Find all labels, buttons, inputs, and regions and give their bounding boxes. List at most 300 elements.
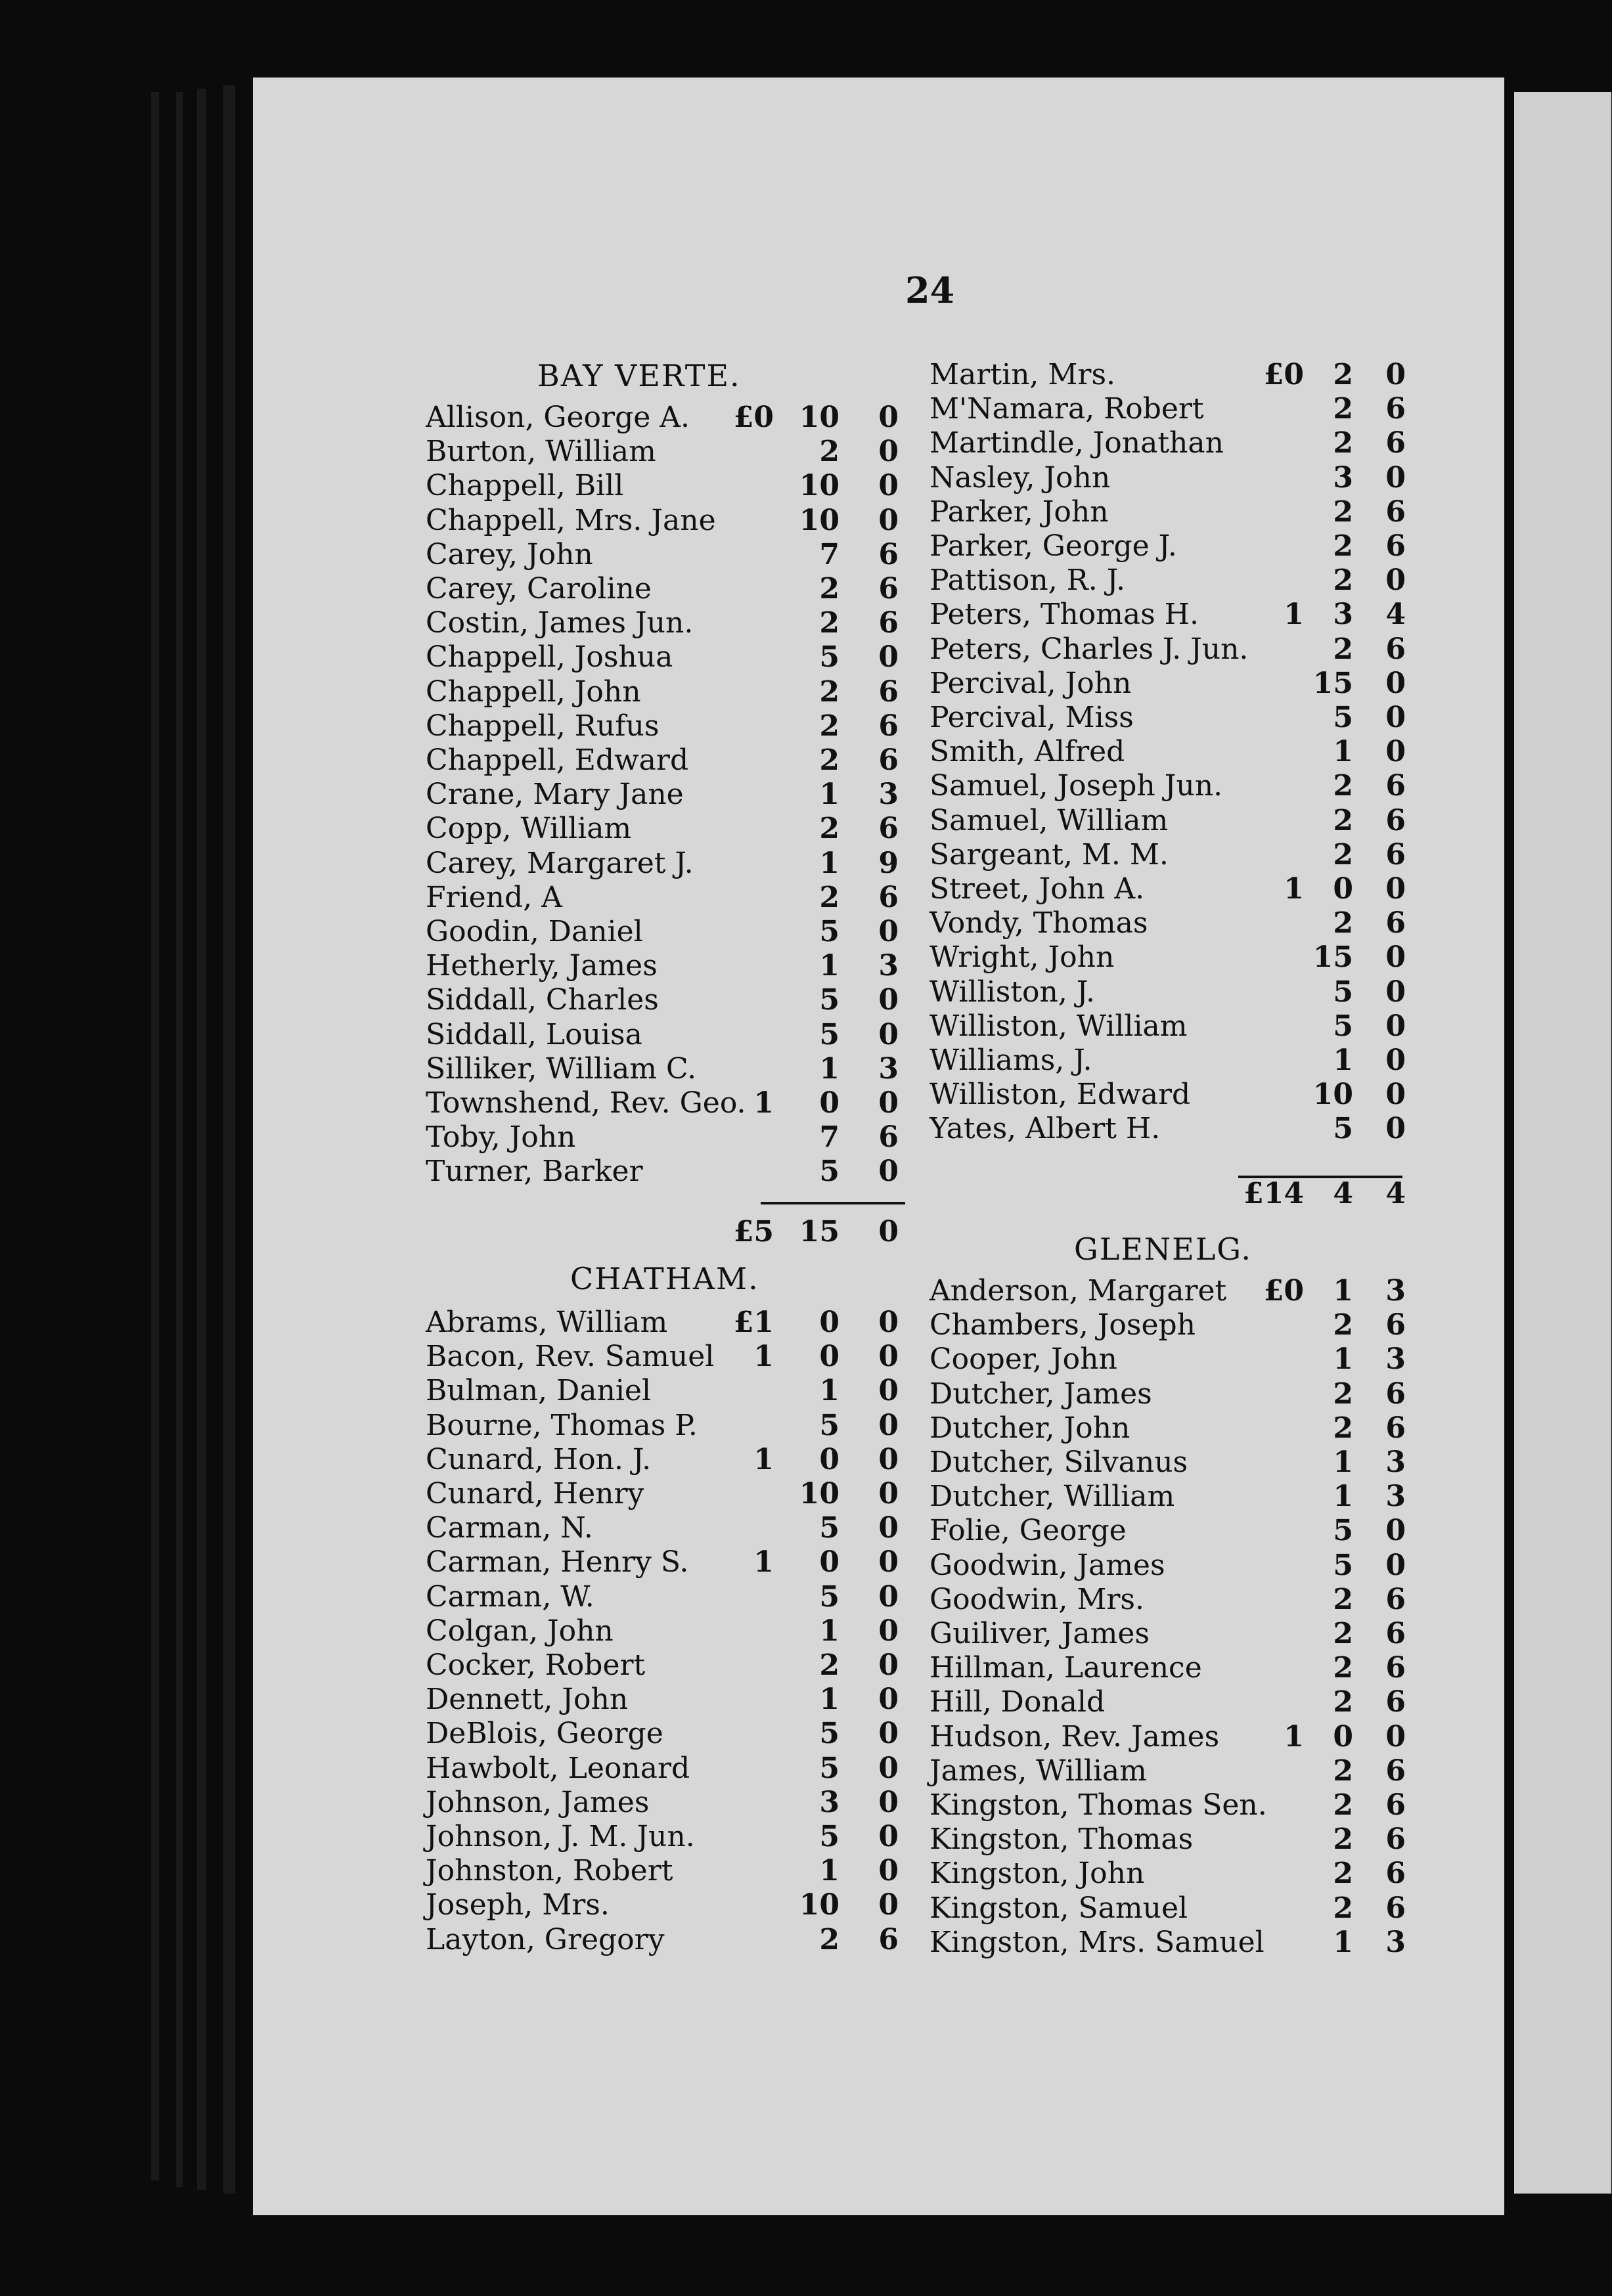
amount-shillings: 0 <box>819 1545 840 1579</box>
entry-name: Folie, George <box>929 1514 1127 1548</box>
list-item <box>426 435 912 469</box>
amount-pence: 6 <box>1385 769 1406 803</box>
amount-pence: 6 <box>878 606 899 640</box>
entry-name: Silliker, William C. <box>426 1051 697 1086</box>
amount-pence: 6 <box>1385 1411 1406 1445</box>
amount-pence: 3 <box>1385 1480 1406 1514</box>
entry-name: Dutcher, James <box>929 1377 1152 1411</box>
entry-name: Crane, Mary Jane <box>426 778 684 812</box>
amount-pence: 0 <box>878 1683 899 1717</box>
total-pounds: £5 <box>733 1215 774 1248</box>
list-item <box>929 1411 1412 1446</box>
list-item <box>426 949 912 983</box>
list-item <box>929 1754 1412 1788</box>
list-item <box>929 1377 1412 1411</box>
entry-name: Dennett, John <box>426 1683 629 1717</box>
amount-shillings: 2 <box>1333 1617 1353 1650</box>
page-edge-line <box>223 85 235 2194</box>
entry-name: Cocker, Robert <box>426 1648 646 1682</box>
list-item <box>426 1888 912 1922</box>
amount-pence: 3 <box>1385 1446 1406 1479</box>
entry-name: Carman, Henry S. <box>426 1545 689 1579</box>
amount-shillings: 2 <box>819 743 840 777</box>
amount-shillings: 5 <box>819 1717 840 1751</box>
entry-name: Parker, John <box>929 495 1109 529</box>
list-item <box>929 872 1412 906</box>
amount-pence: 0 <box>878 1614 899 1648</box>
amount-shillings: 2 <box>819 674 840 709</box>
list-item <box>426 812 912 846</box>
amount-shillings: 2 <box>1333 803 1353 837</box>
list-item <box>929 1009 1412 1044</box>
amount-shillings: 1 <box>819 1614 840 1648</box>
total-pence: 0 <box>878 1215 899 1248</box>
amount-pence: 6 <box>1385 1651 1406 1685</box>
entry-name: Smith, Alfred <box>929 735 1125 769</box>
entry-name: Hillman, Laurence <box>929 1651 1202 1685</box>
amount-pence: 0 <box>1385 872 1406 906</box>
amount-pence: 3 <box>1385 1342 1406 1377</box>
amount-pence: 6 <box>878 674 899 709</box>
amount-shillings: 2 <box>819 709 840 743</box>
amount-shillings: 5 <box>1333 1009 1353 1043</box>
amount-shillings: 1 <box>819 846 840 880</box>
list-item <box>929 975 1412 1009</box>
entry-name: Johnson, J. M. Jun. <box>426 1820 695 1853</box>
amount-shillings: 2 <box>1333 495 1353 529</box>
amount-pence: 6 <box>878 709 899 743</box>
amount-shillings: 2 <box>819 812 840 846</box>
list-item <box>426 915 912 949</box>
amount-shillings: 5 <box>819 1579 840 1614</box>
entry-name: Carey, John <box>426 537 593 571</box>
amount-shillings: 5 <box>819 1408 840 1442</box>
amount-pence: 6 <box>1385 1857 1406 1891</box>
amount-pence: 0 <box>1385 1112 1406 1146</box>
page-edge-line <box>176 92 183 2187</box>
list-item <box>426 881 912 915</box>
amount-shillings: 5 <box>1333 1514 1353 1548</box>
amount-shillings: 5 <box>819 1511 840 1545</box>
amount-pence: 0 <box>878 1545 899 1579</box>
list-item <box>929 940 1412 975</box>
entry-name: Chappell, John <box>426 674 641 709</box>
entry-name: Turner, Barker <box>426 1155 643 1189</box>
amount-pence: 0 <box>878 401 899 434</box>
list-item <box>426 538 912 572</box>
entry-name: Bacon, Rev. Samuel <box>426 1340 715 1374</box>
amount-pence: 0 <box>1385 358 1406 391</box>
amount-pence: 6 <box>1385 1822 1406 1857</box>
entry-name: Kingston, Samuel <box>929 1891 1188 1925</box>
amount-shillings: 1 <box>1333 1480 1353 1514</box>
entry-name: Hetherly, James <box>426 949 658 983</box>
list-item <box>929 838 1412 872</box>
amount-pence: 0 <box>878 1374 899 1408</box>
entry-name: Townshend, Rev. Geo. <box>426 1086 746 1120</box>
amount-pence: 3 <box>878 778 899 812</box>
entry-name: Chappell, Mrs. Jane <box>426 503 716 537</box>
entry-name: Cunard, Henry <box>426 1477 644 1511</box>
entry-name: Chappell, Joshua <box>426 640 673 674</box>
amount-pounds: 1 <box>753 1086 774 1120</box>
total-pence: 4 <box>1385 1177 1406 1210</box>
total-pounds: £14 <box>1243 1177 1304 1210</box>
entry-name: Samuel, William <box>929 803 1169 837</box>
amount-pence: 0 <box>878 469 899 503</box>
list-item <box>929 529 1412 563</box>
amount-pence: 0 <box>878 1477 899 1511</box>
amount-shillings: 10 <box>799 401 840 434</box>
list-item <box>426 743 912 778</box>
amount-pence: 9 <box>878 846 899 880</box>
list-item <box>426 1443 912 1477</box>
amount-pence: 6 <box>1385 495 1406 529</box>
entry-name: Kingston, Mrs. Samuel <box>929 1925 1265 1959</box>
entry-name: Vondy, Thomas <box>929 906 1148 940</box>
list-item <box>929 769 1412 803</box>
amount-pence: 0 <box>1385 701 1406 734</box>
amount-shillings: 2 <box>1333 358 1353 391</box>
entry-name: Joseph, Mrs. <box>426 1888 610 1922</box>
amount-pounds: 1 <box>1284 872 1304 906</box>
entry-name: Siddall, Charles <box>426 983 659 1017</box>
list-item <box>929 1583 1412 1617</box>
list-item <box>426 1052 912 1086</box>
amount-shillings: 2 <box>1333 1685 1353 1719</box>
amount-shillings: 5 <box>819 1155 840 1189</box>
amount-shillings: 10 <box>799 1888 840 1922</box>
entry-name: Percival, Miss <box>929 701 1134 734</box>
entry-name: Williston, J. <box>929 975 1096 1009</box>
amount-shillings: 2 <box>819 435 840 469</box>
amount-pence: 0 <box>878 435 899 469</box>
amount-pence: 0 <box>878 1854 899 1888</box>
entry-name: Allison, George A. <box>426 401 690 434</box>
amount-shillings: 0 <box>819 1340 840 1374</box>
amount-pounds: £0 <box>1263 358 1304 391</box>
entry-name: Williston, Edward <box>929 1078 1191 1112</box>
amount-shillings: 2 <box>1333 1651 1353 1685</box>
entry-name: Bourne, Thomas P. <box>426 1408 698 1442</box>
amount-pence: 0 <box>878 1086 899 1120</box>
entry-name: Hill, Donald <box>929 1685 1106 1719</box>
page-number: 24 <box>905 269 955 311</box>
list-item <box>929 1308 1412 1342</box>
list-item <box>929 632 1412 667</box>
amount-shillings: 2 <box>1333 1891 1353 1925</box>
amount-pence: 6 <box>1385 632 1406 666</box>
amount-shillings: 0 <box>1333 872 1353 906</box>
entry-name: Kingston, Thomas Sen. <box>929 1788 1267 1822</box>
list-item <box>426 1511 912 1545</box>
amount-pence: 0 <box>1385 460 1406 495</box>
amount-shillings: 10 <box>1312 1078 1353 1112</box>
list-item <box>929 667 1412 701</box>
amount-pence: 6 <box>878 1120 899 1155</box>
entry-name: Guiliver, James <box>929 1617 1150 1650</box>
amount-shillings: 2 <box>1333 837 1353 872</box>
entry-name: Chappell, Bill <box>426 469 624 503</box>
amount-shillings: 2 <box>1333 1754 1353 1788</box>
list-item <box>929 1480 1412 1514</box>
list-item <box>426 983 912 1017</box>
amount-shillings: 5 <box>819 983 840 1017</box>
entry-name: Dutcher, William <box>929 1480 1175 1514</box>
amount-shillings: 2 <box>819 606 840 640</box>
entry-name: Williams, J. <box>929 1044 1092 1077</box>
amount-shillings: 2 <box>1333 529 1353 563</box>
amount-pence: 6 <box>1385 1582 1406 1616</box>
amount-pence: 0 <box>878 1442 899 1476</box>
entry-name: Johnson, James <box>426 1785 650 1819</box>
amount-shillings: 2 <box>1333 769 1353 803</box>
amount-pounds: 1 <box>1284 598 1304 632</box>
amount-shillings: 15 <box>1312 940 1353 975</box>
amount-shillings: 1 <box>1333 1446 1353 1479</box>
amount-pence: 0 <box>878 1717 899 1751</box>
amount-pence: 6 <box>878 812 899 846</box>
amount-shillings: 2 <box>819 1922 840 1956</box>
entry-name: Goodin, Daniel <box>426 915 643 948</box>
amount-pence: 0 <box>878 1579 899 1614</box>
amount-pence: 0 <box>878 983 899 1017</box>
list-item <box>426 1854 912 1888</box>
amount-pounds: 1 <box>753 1340 774 1374</box>
amount-pence: 0 <box>878 1306 899 1339</box>
amount-pence: 6 <box>1385 1685 1406 1719</box>
amount-shillings: 3 <box>819 1785 840 1819</box>
amount-pence: 6 <box>1385 1754 1406 1788</box>
list-item <box>426 1820 912 1854</box>
list-item <box>426 1614 912 1648</box>
amount-shillings: 2 <box>819 880 840 914</box>
amount-shillings: 1 <box>819 1683 840 1717</box>
list-item <box>929 358 1412 392</box>
list-item <box>426 1086 912 1120</box>
list-item <box>929 1926 1412 1960</box>
entry-name: Chappell, Rufus <box>426 709 660 743</box>
amount-shillings: 7 <box>819 537 840 571</box>
amount-pence: 3 <box>878 949 899 983</box>
amount-pence: 0 <box>878 1820 899 1853</box>
entry-name: Costin, James Jun. <box>426 606 694 640</box>
amount-pence: 6 <box>1385 392 1406 426</box>
list-item <box>426 1340 912 1374</box>
amount-pence: 6 <box>1385 1308 1406 1342</box>
entry-name: Hudson, Rev. James <box>929 1719 1220 1754</box>
heading-chatham: CHATHAM. <box>570 1261 759 1296</box>
amount-pence: 3 <box>1385 1925 1406 1959</box>
amount-shillings: 2 <box>819 572 840 606</box>
amount-shillings: 1 <box>1333 1274 1353 1308</box>
continued-total <box>929 1177 1412 1211</box>
amount-pence: 4 <box>1385 598 1406 632</box>
amount-shillings: 5 <box>819 1820 840 1853</box>
list-item <box>426 1120 912 1155</box>
amount-shillings: 10 <box>799 503 840 537</box>
amount-pence: 6 <box>878 537 899 571</box>
list-item <box>426 606 912 640</box>
list-item <box>929 906 1412 940</box>
list-item <box>929 804 1412 838</box>
page-edge-line <box>197 89 206 2190</box>
amount-pence: 0 <box>878 915 899 948</box>
entry-name: Peters, Thomas H. <box>929 598 1199 632</box>
list-item <box>426 1786 912 1820</box>
entry-name: Bulman, Daniel <box>426 1374 652 1408</box>
entry-name: Anderson, Margaret <box>929 1274 1227 1308</box>
entry-name: James, William <box>929 1754 1147 1788</box>
amount-shillings: 1 <box>819 778 840 812</box>
amount-shillings: 1 <box>1333 735 1353 769</box>
list-item <box>929 701 1412 735</box>
list-item <box>929 1720 1412 1754</box>
entry-name: Nasley, John <box>929 460 1111 495</box>
list-item <box>929 1446 1412 1480</box>
entry-name: Colgan, John <box>426 1614 614 1648</box>
list-item <box>426 469 912 503</box>
amount-shillings: 1 <box>1333 1044 1353 1077</box>
amount-shillings: 5 <box>819 1017 840 1051</box>
list-item <box>929 1078 1412 1112</box>
amount-shillings: 2 <box>1333 906 1353 940</box>
total-shillings: 15 <box>799 1215 840 1248</box>
amount-pence: 6 <box>1385 837 1406 872</box>
entry-name: Layton, Gregory <box>426 1922 665 1956</box>
amount-pence: 6 <box>1385 426 1406 460</box>
amount-pence: 0 <box>878 1888 899 1922</box>
amount-pence: 0 <box>1385 666 1406 700</box>
amount-pence: 0 <box>878 1340 899 1374</box>
amount-shillings: 1 <box>819 1051 840 1086</box>
amount-shillings: 2 <box>1333 1308 1353 1342</box>
amount-pence: 6 <box>1385 1891 1406 1925</box>
entry-name: M'Namara, Robert <box>929 392 1204 426</box>
list-item <box>929 1788 1412 1822</box>
page-edge-line <box>151 92 159 2180</box>
entry-name: Dutcher, Silvanus <box>929 1446 1188 1479</box>
amount-pence: 6 <box>1385 1788 1406 1822</box>
list-item <box>426 1155 912 1189</box>
list-item <box>929 1891 1412 1926</box>
amount-pence: 0 <box>878 1155 899 1189</box>
amount-pence: 0 <box>878 1751 899 1785</box>
entry-name: Chambers, Joseph <box>929 1308 1196 1342</box>
amount-pence: 6 <box>878 572 899 606</box>
entry-name: Yates, Albert H. <box>929 1112 1161 1146</box>
amount-pence: 0 <box>878 503 899 537</box>
list-item <box>929 426 1412 460</box>
heading-glenelg: GLENELG. <box>1074 1231 1252 1267</box>
entry-name: Carey, Margaret J. <box>426 846 694 880</box>
left-column <box>426 0 912 2296</box>
amount-pounds: 1 <box>753 1442 774 1476</box>
entry-name: Sargeant, M. M. <box>929 837 1169 872</box>
amount-shillings: 2 <box>1333 1822 1353 1857</box>
amount-shillings: 5 <box>1333 701 1353 734</box>
list-item <box>929 1822 1412 1857</box>
list-item <box>929 1857 1412 1891</box>
amount-shillings: 1 <box>1333 1342 1353 1377</box>
amount-pence: 0 <box>878 1648 899 1682</box>
list-item <box>426 572 912 606</box>
amount-shillings: 5 <box>819 915 840 948</box>
amount-pence: 0 <box>1385 1514 1406 1548</box>
amount-shillings: 2 <box>1333 632 1353 666</box>
amount-shillings: 5 <box>1333 1548 1353 1582</box>
entry-name: Friend, A <box>426 880 562 914</box>
list-item <box>426 1477 912 1511</box>
entry-name: Parker, George J. <box>929 529 1177 563</box>
bay-verte-total <box>426 1215 912 1249</box>
amount-shillings: 1 <box>819 1854 840 1888</box>
entry-name: Goodwin, James <box>929 1548 1165 1582</box>
list-item <box>426 1717 912 1751</box>
list-item <box>426 1683 912 1717</box>
list-item <box>426 401 912 435</box>
amount-pence: 0 <box>1385 563 1406 598</box>
entry-name: Kingston, John <box>929 1857 1145 1891</box>
list-item <box>929 1514 1412 1548</box>
entry-name: Cooper, John <box>929 1342 1117 1377</box>
list-item <box>929 495 1412 529</box>
amount-shillings: 2 <box>1333 1788 1353 1822</box>
list-item <box>929 1274 1412 1308</box>
list-item <box>929 563 1412 598</box>
list-item <box>426 640 912 674</box>
amount-pence: 6 <box>1385 1377 1406 1411</box>
list-item <box>426 1018 912 1052</box>
amount-shillings: 0 <box>1333 1719 1353 1754</box>
entry-name: Toby, John <box>426 1120 576 1155</box>
entry-name: Pattison, R. J. <box>929 563 1125 598</box>
amount-shillings: 2 <box>1333 1411 1353 1445</box>
amount-shillings: 2 <box>1333 1857 1353 1891</box>
entry-name: Percival, John <box>929 666 1132 700</box>
list-item <box>929 598 1412 632</box>
amount-pence: 0 <box>1385 1078 1406 1112</box>
amount-pence: 0 <box>1385 975 1406 1009</box>
amount-shillings: 1 <box>819 949 840 983</box>
entry-name: Kingston, Thomas <box>929 1822 1194 1857</box>
entry-name: Carman, W. <box>426 1579 594 1614</box>
list-item <box>929 1112 1412 1146</box>
list-item <box>929 1617 1412 1651</box>
list-item <box>426 1374 912 1408</box>
amount-pounds: £0 <box>1263 1274 1304 1308</box>
heading-bay-verte: BAY VERTE. <box>537 358 741 393</box>
amount-shillings: 10 <box>799 1477 840 1511</box>
amount-shillings: 10 <box>799 469 840 503</box>
entry-name: Johnston, Robert <box>426 1854 673 1888</box>
list-item <box>426 1923 912 1957</box>
list-item <box>426 709 912 743</box>
entry-name: Martindle, Jonathan <box>929 426 1224 460</box>
list-item <box>426 1545 912 1579</box>
amount-pounds: £1 <box>733 1306 774 1339</box>
amount-shillings: 5 <box>819 1751 840 1785</box>
amount-pence: 0 <box>1385 1044 1406 1077</box>
entry-name: Carey, Caroline <box>426 572 652 606</box>
entry-name: Chappell, Edward <box>426 743 689 777</box>
list-item <box>426 504 912 538</box>
entry-name: Martin, Mrs. <box>929 358 1116 391</box>
amount-pence: 6 <box>878 880 899 914</box>
entry-name: Dutcher, John <box>929 1411 1131 1445</box>
amount-pence: 3 <box>1385 1274 1406 1308</box>
amount-shillings: 5 <box>1333 1112 1353 1146</box>
